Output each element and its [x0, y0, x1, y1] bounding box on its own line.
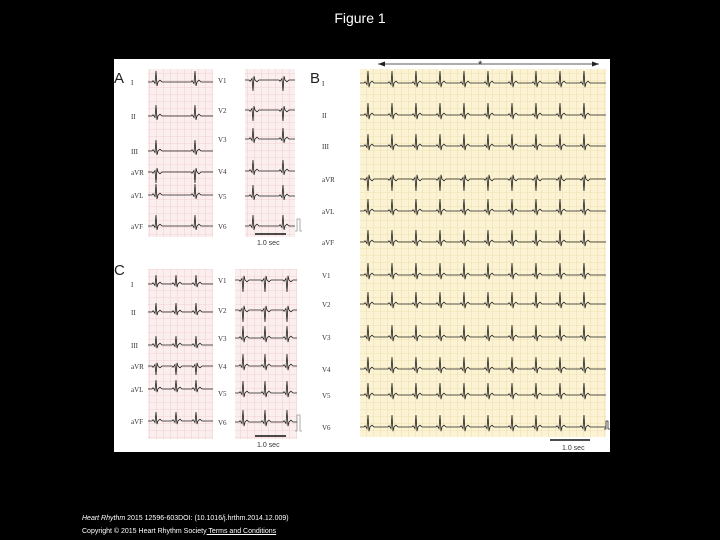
panel-b-lead-label: III	[322, 143, 329, 151]
panel-b-lead-label: aVF	[322, 239, 335, 247]
panel-b-letter: B	[310, 70, 321, 87]
citation-journal: Heart Rhythm	[82, 515, 126, 522]
panel-c-lead-label: aVL	[131, 386, 144, 394]
panel-a-lead-label: V3	[218, 136, 227, 144]
panel-c-lead-label: III	[131, 342, 138, 350]
panel-c-lead-label: V3	[218, 335, 227, 343]
panel-a-lead-label: V6	[218, 223, 227, 231]
figure-footer	[82, 512, 289, 538]
panel-b-lead-label: aVL	[322, 208, 335, 216]
panel-c-letter: C	[114, 262, 125, 279]
panel-a-scale-label: 1.0 sec	[257, 240, 280, 247]
panel-a-lead-label: II	[131, 113, 136, 121]
panel-a-calibration-pulse	[295, 219, 302, 231]
panel-b-lead-label: V4	[322, 366, 331, 374]
panel-b-asterisk: *	[478, 59, 483, 71]
panel-a-lead-label: V5	[218, 193, 227, 201]
panel-a-lead-label: V1	[218, 77, 227, 85]
panel-c-lead-label: V6	[218, 419, 227, 427]
panel-c-lead-label: V1	[218, 277, 227, 285]
panel-b-lead-label: V3	[322, 334, 331, 342]
panel-b-lead-label: V5	[322, 392, 331, 400]
panel-b-arrow-left-head	[378, 62, 385, 67]
panel-a-lead-label: V2	[218, 107, 227, 115]
panel-c-lead-label: II	[131, 309, 136, 317]
panel-c-scale-label: 1.0 sec	[257, 442, 280, 449]
panel-b-scale-label: 1.0 sec	[562, 445, 585, 452]
panel-c-left-grid	[148, 269, 213, 439]
panel-b-lead-label: V2	[322, 301, 331, 309]
panel-c-lead-label: V2	[218, 307, 227, 315]
panel-c-lead-label: V5	[218, 390, 227, 398]
panel-b-lead-label: II	[322, 112, 327, 120]
panel-a-lead-label: aVR	[131, 169, 144, 177]
panel-c-lead-label: V4	[218, 363, 227, 371]
panel-b-arrow-right-head	[592, 62, 599, 67]
panel-a-lead-label: aVF	[131, 223, 144, 231]
panel-a-right-grid	[245, 69, 295, 237]
copyright-text: Copyright © 2015 Heart Rhythm Society	[82, 528, 207, 535]
panel-b-lead-label: V6	[322, 424, 331, 432]
panel-b-grid	[360, 69, 606, 437]
panel-a-lead-label: I	[131, 79, 134, 87]
terms-and-conditions-link[interactable]: Terms and Conditions	[206, 528, 277, 535]
panel-c-lead-label: aVR	[131, 363, 144, 371]
panel-a-lead-label: aVL	[131, 192, 144, 200]
panel-a-lead-label: V4	[218, 168, 227, 176]
figure-title: Figure 1	[334, 10, 386, 26]
citation-details: 2015 12596-603DOI: (10.1016/j.hrthm.2014.12.009)	[125, 515, 289, 522]
panel-b-lead-label: V1	[322, 272, 331, 280]
panel-b-lead-label: I	[322, 80, 325, 88]
panel-c-lead-label: aVF	[131, 418, 144, 426]
panel-a-letter: A	[114, 70, 125, 87]
panel-c-right-grid	[235, 269, 297, 439]
ecg-figure	[114, 59, 610, 452]
ecg-figure-graphic	[114, 59, 610, 452]
panel-a-lead-label: III	[131, 148, 138, 156]
panel-c-lead-label: I	[131, 281, 134, 289]
panel-b-lead-label: aVR	[322, 176, 335, 184]
